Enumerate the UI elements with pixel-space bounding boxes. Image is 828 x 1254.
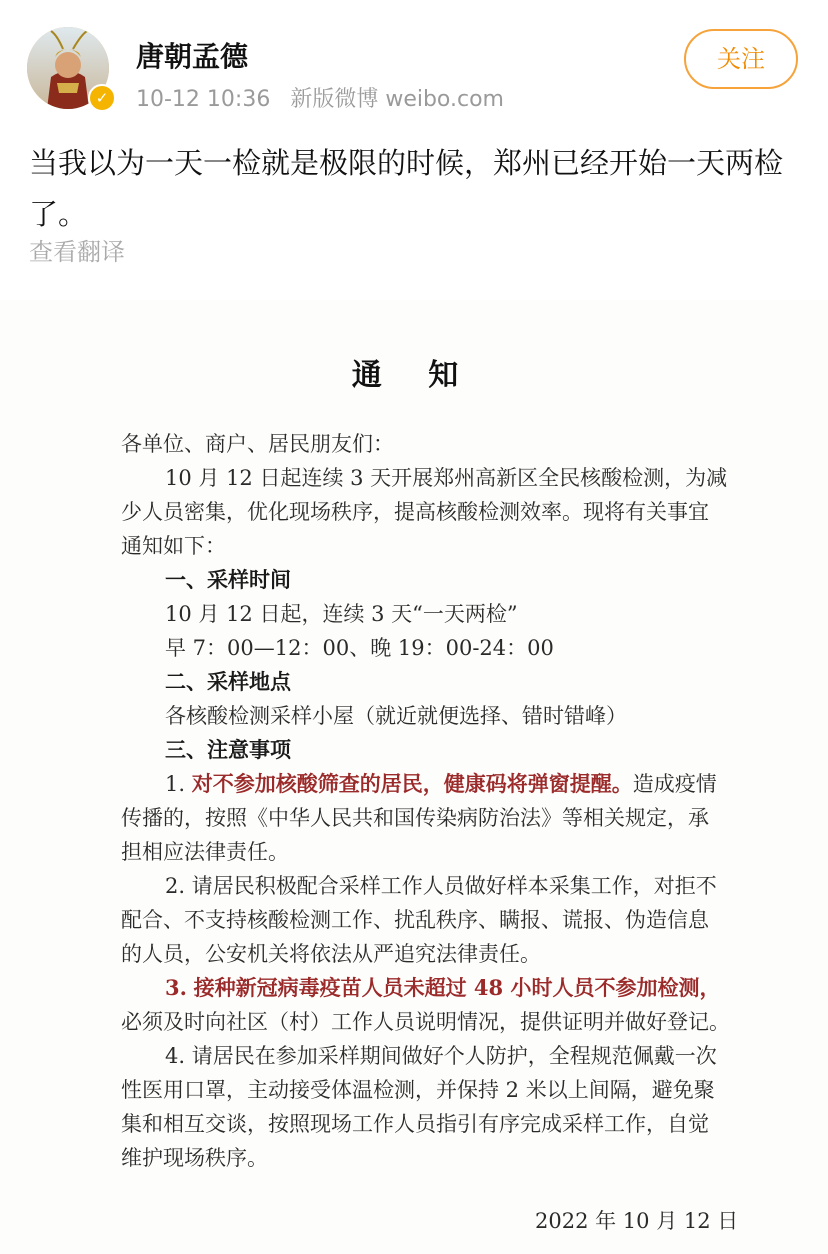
notice-intro-line: 10 月 12 日起连续 3 天开展郑州高新区全民核酸检测，为减 <box>165 466 728 490</box>
username[interactable]: 唐朝孟德 <box>136 40 249 73</box>
notice-line: 10 月 12 日起，连续 3 天“一天两检” <box>165 602 518 626</box>
notice-line: 必须及时向社区（村）工作人员说明情况，提供证明并做好登记。 <box>121 1010 730 1034</box>
post-text: 当我以为一天一检就是极限的时候，郑州已经开始一天两检了。 <box>29 146 784 231</box>
notice-intro-line: 通知如下： <box>121 534 226 558</box>
notice-line: 2. 请居民积极配合采样工作人员做好样本采集工作，对拒不 <box>165 874 717 898</box>
item-number: 1. <box>165 772 186 796</box>
post-meta <box>136 82 504 113</box>
notice-line: 维护现场秩序。 <box>121 1146 268 1170</box>
section-heading: 二、采样地点 <box>165 670 291 694</box>
notice-line: 各核酸检测采样小屋（就近就便选择、错时错峰） <box>165 704 627 728</box>
post-time: 10-12 10:36 <box>136 87 271 112</box>
notice-intro-line: 少人员密集，优化现场秩序，提高核酸检测效率。现将有关事宜 <box>121 500 709 524</box>
notice-line: 的人员，公安机关将依法从严追究法律责任。 <box>121 942 541 966</box>
notice-greeting: 各单位、商户、居民朋友们： <box>121 432 394 456</box>
verified-badge-icon: ✓ <box>88 84 116 112</box>
follow-button[interactable]: 关注 <box>684 29 798 89</box>
notice-image[interactable] <box>0 300 828 1254</box>
notice-title: 通 知 <box>351 358 477 393</box>
section-heading: 一、采样时间 <box>165 568 291 592</box>
notice-line: 传播的，按照《中华人民共和国传染病防治法》等相关规定，承 <box>121 806 709 830</box>
notice-item-1 <box>165 768 717 798</box>
notice-line: 担相应法律责任。 <box>121 840 289 864</box>
notice-line: 4. 请居民在参加采样期间做好个人防护，全程规范佩戴一次 <box>165 1044 717 1068</box>
section-heading: 三、注意事项 <box>165 738 291 762</box>
translate-link[interactable]: 查看翻译 <box>29 238 125 266</box>
notice-item-3 <box>165 972 720 1002</box>
highlight-text: 接种新冠病毒疫苗人员未超过 48 小时人员不参加检测， <box>193 975 721 1000</box>
notice-line: 早 7：00—12：00、晚 19：00-24：00 <box>165 636 554 660</box>
notice-line: 性医用口罩，主动接受体温检测，并保持 2 米以上间隔，避免聚 <box>121 1078 715 1102</box>
notice-line: 集和相互交谈，按照现场工作人员指引有序完成采样工作，自觉 <box>121 1112 709 1136</box>
notice-line: 配合、不支持核酸检测工作、扰乱秩序、瞒报、谎报、伪造信息 <box>121 908 709 932</box>
highlight-text: 对不参加核酸筛查的居民，健康码将弹窗提醒。 <box>191 771 633 796</box>
notice-date: 2022 年 10 月 12 日 <box>535 1209 739 1233</box>
item-text: 造成疫情 <box>632 772 717 796</box>
item-number: 3. <box>165 975 187 1000</box>
post-source: 新版微博 weibo.com <box>290 87 504 112</box>
post-header <box>0 0 828 130</box>
